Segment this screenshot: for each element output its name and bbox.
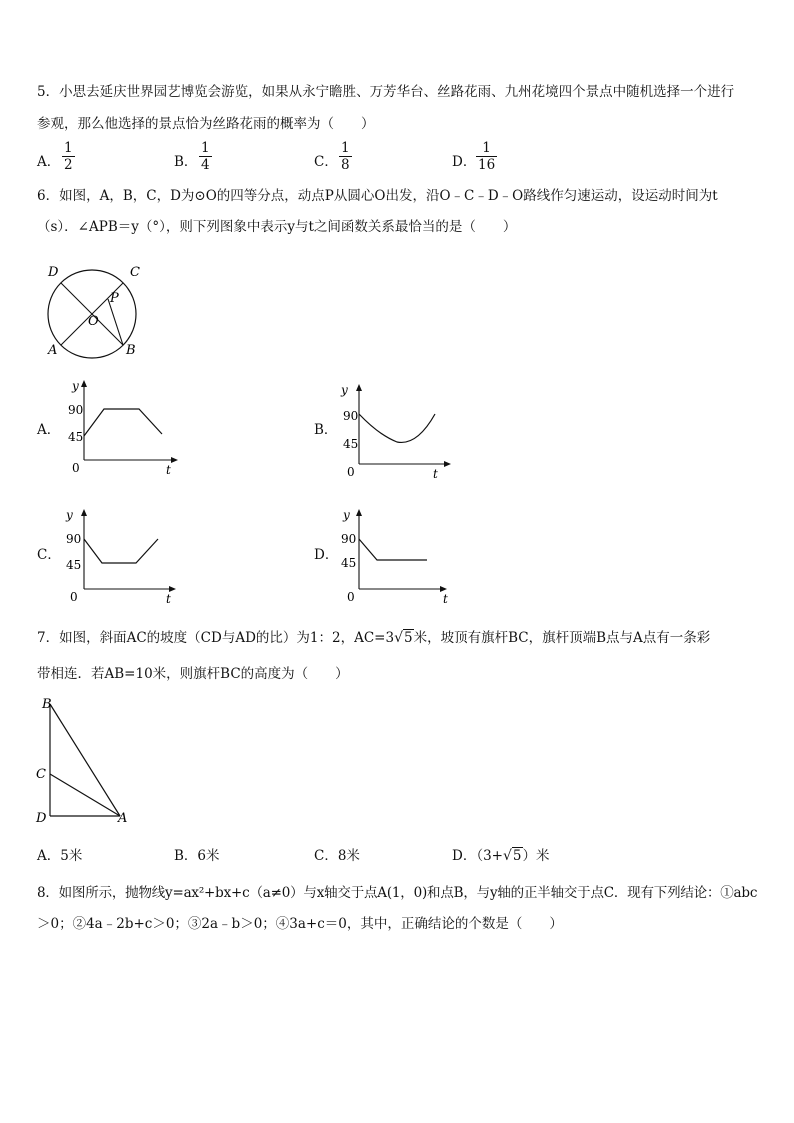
q6-graph-b-label: B． xyxy=(314,422,338,438)
y-axis-label: y xyxy=(72,379,79,393)
label-b: B xyxy=(126,343,136,358)
q5-option-a-denominator: 2 xyxy=(64,157,73,173)
q5-option-d-numerator: 1 xyxy=(482,140,491,156)
q7-option-a: A．5米 xyxy=(37,848,83,864)
q6-graph-a xyxy=(64,378,184,477)
origin-label: 0 xyxy=(347,465,355,479)
label-d: D xyxy=(48,265,59,280)
q5-option-c-numerator: 1 xyxy=(341,140,350,156)
t-axis-label: t xyxy=(166,463,171,477)
label-c: C xyxy=(36,767,46,782)
sqrt-radical: √ xyxy=(502,848,512,864)
segment-ca xyxy=(50,774,120,816)
q5-option-d-label: D． xyxy=(452,154,477,170)
label-a: A xyxy=(48,343,58,358)
sqrt-radicand: 5 xyxy=(512,848,522,864)
q7-option-d xyxy=(452,846,550,866)
q5-option-b-fraction xyxy=(199,140,212,173)
y-axis-label: y xyxy=(66,508,73,522)
label-a: A xyxy=(118,811,128,826)
t-axis-label: t xyxy=(443,592,448,606)
q6-graph-a-label: A． xyxy=(37,422,61,438)
q7-option-d-b: ）米 xyxy=(522,848,550,864)
sqrt-radicand: 5 xyxy=(403,630,413,646)
q6-circle-figure xyxy=(40,262,150,362)
label-o: O xyxy=(88,314,99,329)
label-d: D xyxy=(36,811,47,826)
tick-45: 45 xyxy=(341,556,357,570)
t-axis-label: t xyxy=(433,467,438,481)
y-axis-arrow xyxy=(81,380,87,387)
q7-triangle-figure xyxy=(32,692,132,827)
y-axis-arrow xyxy=(356,509,362,516)
origin-label: 0 xyxy=(72,461,80,475)
q7-line-1 xyxy=(37,628,710,648)
q6-graph-c xyxy=(64,505,184,605)
label-b: B xyxy=(42,697,52,712)
q6-graph-d xyxy=(339,505,459,605)
q7-option-d-a: D．（3+ xyxy=(452,848,503,864)
y-axis-arrow xyxy=(81,509,87,516)
q5-line-2: 参观，那么他选择的景点恰为丝路花雨的概率为（ ） xyxy=(37,116,375,132)
graph-b-curve xyxy=(359,414,435,442)
y-axis-label: y xyxy=(341,383,348,397)
q5-option-c-denominator: 8 xyxy=(341,157,350,173)
label-p: P xyxy=(110,291,119,306)
q5-option-b-label: B． xyxy=(174,154,198,170)
q8-line-2: ＞0；②4a﹣2b+c＞0；③2a﹣b＞0；④3a+c＝0，其中，正确结论的个数是（ ） xyxy=(37,916,563,932)
q5-option-a-fraction xyxy=(62,140,75,173)
q5-option-c-label: C． xyxy=(314,154,338,170)
q5-option-d-fraction xyxy=(476,140,497,173)
segment-ba xyxy=(50,704,120,816)
tick-90: 90 xyxy=(343,409,359,423)
q8-line-1: 8．如图所示，抛物线y=ax²+bx+c（a≠0）与x轴交于点A(1，0)和点B，与y轴的正半轴交于点C．现有下列结论：①abc xyxy=(37,885,758,901)
t-axis-arrow xyxy=(171,457,178,463)
tick-45: 45 xyxy=(343,437,359,451)
q7-line-1-b: 米，坡顶有旗杆BC，旗杆顶端B点与A点有一条彩 xyxy=(413,630,711,646)
graph-d-curve xyxy=(359,539,427,560)
q5-option-b-denominator: 4 xyxy=(201,157,210,173)
origin-label: 0 xyxy=(70,590,78,604)
tick-45: 45 xyxy=(68,430,84,444)
label-c: C xyxy=(130,265,140,280)
q6-line-1: 6．如图，A，B，C，D为⊙O的四等分点，动点P从圆心O出发，沿O﹣C﹣D﹣O路线作匀速运动，设运动时间为t xyxy=(37,188,718,204)
q7-option-b: B．6米 xyxy=(174,848,220,864)
q5-option-a-label: A． xyxy=(37,154,61,170)
origin-label: 0 xyxy=(347,590,355,604)
tick-90: 90 xyxy=(341,532,357,546)
y-axis-arrow xyxy=(356,384,362,391)
tick-90: 90 xyxy=(66,532,82,546)
q5-option-c-fraction xyxy=(339,140,352,173)
q5-option-b-numerator: 1 xyxy=(201,140,210,156)
q6-graph-b xyxy=(339,380,459,480)
q6-graph-d-label: D． xyxy=(314,547,339,563)
q5-option-a-numerator: 1 xyxy=(64,140,73,156)
q6-line-2: （s）．∠APB＝y（°），则下列图象中表示y与t之间函数关系最恰当的是（ ） xyxy=(37,219,517,235)
q7-line-1-a: 7．如图，斜面AC的坡度（CD与AD的比）为1：2，AC=3 xyxy=(37,630,395,646)
q7-option-c: C．8米 xyxy=(314,848,360,864)
graph-a-curve xyxy=(84,409,162,436)
q5-line-1: 5．小思去延庆世界园艺博览会游览，如果从永宁瞻胜、万芳华台、丝路花雨、九州花境四个景点中随机选择一个进行 xyxy=(37,84,735,100)
tick-45: 45 xyxy=(66,558,82,572)
q7-line-2: 带相连．若AB=10米，则旗杆BC的高度为（ ） xyxy=(37,666,349,682)
t-axis-label: t xyxy=(166,592,171,606)
tick-90: 90 xyxy=(68,403,84,417)
t-axis-arrow xyxy=(444,461,451,467)
graph-c-curve xyxy=(84,539,158,563)
sqrt-radical: √ xyxy=(394,630,403,646)
q6-graph-c-label: C． xyxy=(37,547,61,563)
q5-option-d-denominator: 16 xyxy=(478,157,496,173)
y-axis-label: y xyxy=(343,508,350,522)
